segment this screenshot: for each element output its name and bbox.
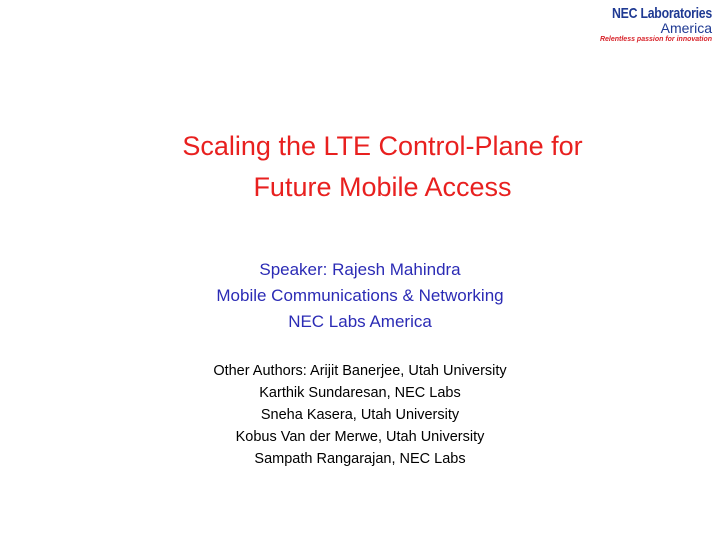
- speaker-affiliation: NEC Labs America: [288, 312, 432, 331]
- logo-tagline: Relentless passion for innovation: [599, 36, 712, 43]
- author-line: Kobus Van der Merwe, Utah University: [235, 429, 485, 445]
- slide-title: [0, 126, 720, 208]
- title-line-1: Scaling the LTE Control-Plane for: [182, 131, 583, 161]
- logo-name: NEC Laboratories: [612, 5, 712, 22]
- speaker-name: Speaker: Rajesh Mahindra: [259, 260, 461, 279]
- title-line-2: Future Mobile Access: [253, 172, 512, 202]
- other-authors: [0, 360, 720, 470]
- author-line: Karthik Sundaresan, NEC Labs: [259, 385, 461, 401]
- nec-laboratories-logo: [587, 6, 712, 45]
- author-line: Other Authors: Arijit Banerjee, Utah University: [213, 363, 507, 379]
- speaker-group: Mobile Communications & Networking: [216, 286, 504, 305]
- logo-region: America: [660, 20, 712, 36]
- speaker-info: [0, 257, 720, 335]
- author-line: Sampath Rangarajan, NEC Labs: [254, 451, 466, 467]
- author-line: Sneha Kasera, Utah University: [260, 407, 460, 423]
